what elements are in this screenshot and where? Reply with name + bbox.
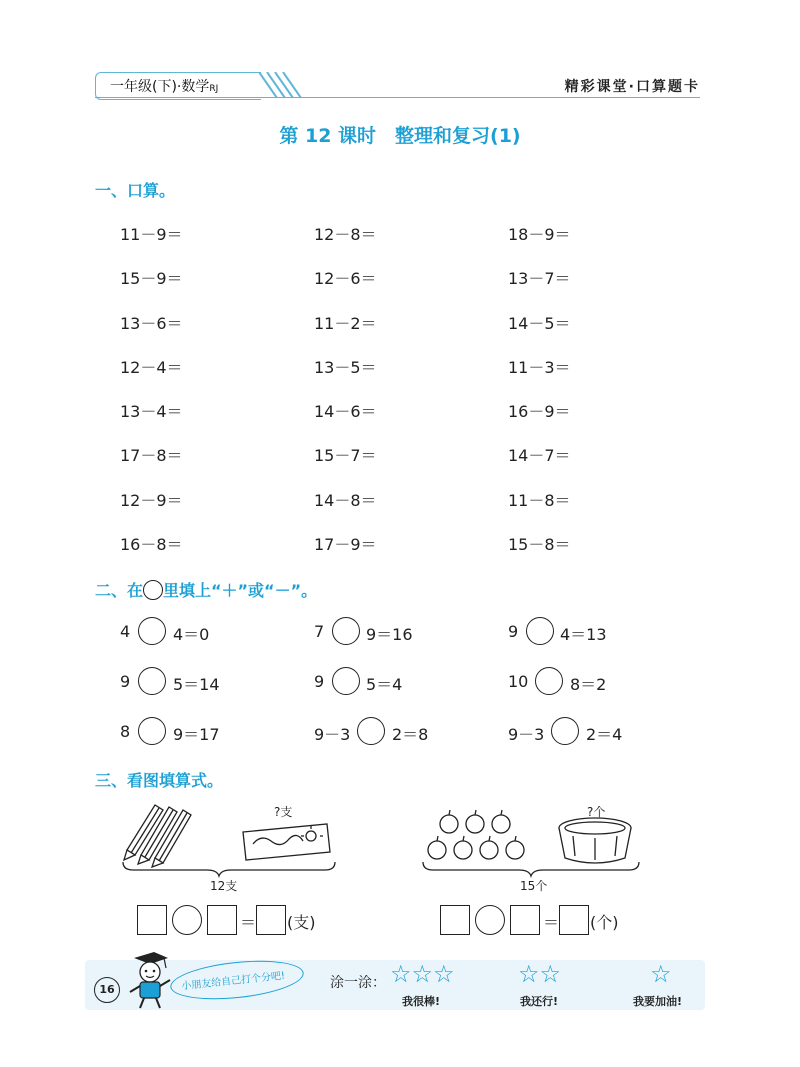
rating-stars-2[interactable] — [518, 962, 561, 986]
header-series: 精彩课堂·口算题卡 — [564, 79, 700, 95]
operand-left: 7 — [314, 622, 325, 641]
mental-math-problem: 17－8＝ — [120, 446, 183, 465]
section2-heading-after: 里填上“＋”或“－”。 — [163, 581, 318, 600]
pic1-question: ?支 — [274, 805, 293, 819]
operand-right: 4＝13 — [560, 625, 607, 644]
answer-box[interactable] — [207, 905, 237, 935]
operand-left: 9－3 — [314, 725, 351, 744]
mental-math-problem: 17－9＝ — [314, 535, 377, 554]
bubble-text: 小朋友给自己打个分吧! — [180, 970, 286, 993]
operand-left: 9 — [314, 672, 325, 691]
mental-math-problem: 13－5＝ — [314, 358, 377, 377]
mental-math-problem: 12－6＝ — [314, 269, 377, 288]
answer-box[interactable] — [559, 905, 589, 935]
operator-blank[interactable] — [526, 617, 554, 645]
operand-right: 9＝16 — [366, 625, 413, 644]
operator-blank[interactable] — [138, 717, 166, 745]
mental-math-problem: 18－9＝ — [508, 225, 571, 244]
mental-math-problem: 14－8＝ — [314, 491, 377, 510]
mental-math-problem: 12－8＝ — [314, 225, 377, 244]
equals-sign: ＝ — [543, 913, 560, 932]
pic2-total: 15个 — [520, 879, 548, 893]
section3-heading: 三、看图填算式。 — [95, 771, 224, 790]
mental-math-problem: 16－8＝ — [120, 535, 183, 554]
lesson-title: 第 12 课时 整理和复习(1) — [279, 125, 521, 147]
pencils-picture — [115, 800, 345, 880]
rate-label: 涂一涂： — [330, 975, 386, 991]
header-rule — [95, 97, 700, 98]
operand-left: 8 — [120, 722, 131, 741]
mental-math-problem: 13－4＝ — [120, 402, 183, 421]
operator-blank[interactable] — [535, 667, 563, 695]
pencil-case-icon — [243, 824, 330, 860]
unit-label: (支) — [287, 913, 316, 932]
operand-right: 9＝17 — [173, 725, 220, 744]
star-icon[interactable]: ☆ — [539, 960, 562, 988]
header-grade — [110, 76, 218, 96]
mental-math-problem: 14－5＝ — [508, 314, 571, 333]
operand-right: 5＝4 — [366, 675, 403, 694]
operand-left: 9 — [508, 622, 519, 641]
circle-icon — [143, 580, 163, 600]
section2-heading-before: 二、在 — [95, 581, 144, 600]
star-icon[interactable]: ☆ — [390, 960, 412, 988]
operand-left: 9 — [120, 672, 131, 691]
mental-math-problem: 12－4＝ — [120, 358, 183, 377]
operand-right: 2＝4 — [586, 725, 623, 744]
answer-box[interactable] — [256, 905, 286, 935]
operator-blank[interactable] — [332, 617, 360, 645]
star-icon[interactable]: ☆ — [650, 960, 672, 988]
operand-right: 4＝0 — [173, 625, 210, 644]
header-edition: RJ — [209, 84, 219, 94]
mental-math-problem: 11－2＝ — [314, 314, 377, 333]
mental-math-problem: 13－6＝ — [120, 314, 183, 333]
operand-left: 10 — [508, 672, 529, 691]
answer-box[interactable] — [137, 905, 167, 935]
rating-stars-3[interactable] — [390, 962, 455, 986]
mental-math-problem: 15－7＝ — [314, 446, 377, 465]
operand-right: 2＝8 — [392, 725, 429, 744]
mental-math-problem: 11－3＝ — [508, 358, 571, 377]
mental-math-problem: 15－9＝ — [120, 269, 183, 288]
pencil-icon — [124, 805, 191, 867]
mental-math-problem: 16－9＝ — [508, 402, 571, 421]
equals-sign: ＝ — [240, 913, 257, 932]
rating-label: 我要加油! — [633, 995, 683, 1008]
operand-left: 4 — [120, 622, 131, 641]
brace — [423, 862, 639, 876]
operand-left: 9－3 — [508, 725, 545, 744]
operator-blank[interactable] — [475, 905, 505, 935]
operand-right: 8＝2 — [570, 675, 607, 694]
star-icon[interactable]: ☆ — [518, 960, 540, 988]
operator-blank[interactable] — [332, 667, 360, 695]
operator-blank[interactable] — [138, 667, 166, 695]
rating-label: 我还行! — [520, 995, 559, 1008]
pic2-question: ?个 — [587, 805, 606, 819]
apple-icon — [428, 810, 524, 859]
mental-math-problem: 14－6＝ — [314, 402, 377, 421]
mental-math-problem: 14－7＝ — [508, 446, 571, 465]
operator-blank[interactable] — [551, 717, 579, 745]
student-mascot-icon — [124, 948, 174, 1010]
answer-box[interactable] — [510, 905, 540, 935]
mental-math-problem: 13－7＝ — [508, 269, 571, 288]
operand-right: 5＝14 — [173, 675, 220, 694]
operator-blank[interactable] — [357, 717, 385, 745]
pic1-total: 12支 — [210, 879, 238, 893]
rating-label: 我很棒! — [402, 995, 441, 1008]
unit-label: (个) — [590, 913, 619, 932]
section2-heading — [95, 578, 317, 601]
rating-stars-1[interactable] — [650, 962, 672, 986]
section1-heading: 一、口算。 — [95, 181, 176, 200]
mental-math-problem: 11－8＝ — [508, 491, 571, 510]
operator-blank[interactable] — [172, 905, 202, 935]
header-grade-text: 一年级(下)·数学 — [110, 79, 210, 95]
answer-box[interactable] — [440, 905, 470, 935]
star-icon[interactable]: ☆ — [433, 960, 455, 988]
star-icon[interactable]: ☆ — [411, 960, 434, 988]
mental-math-problem: 12－9＝ — [120, 491, 183, 510]
operator-blank[interactable] — [138, 617, 166, 645]
basket-icon — [559, 818, 631, 863]
mental-math-problem: 15－8＝ — [508, 535, 571, 554]
page-number: 16 — [94, 977, 120, 1003]
mental-math-problem: 11－9＝ — [120, 225, 183, 244]
apples-picture — [415, 800, 655, 880]
header-stripes — [255, 72, 305, 98]
